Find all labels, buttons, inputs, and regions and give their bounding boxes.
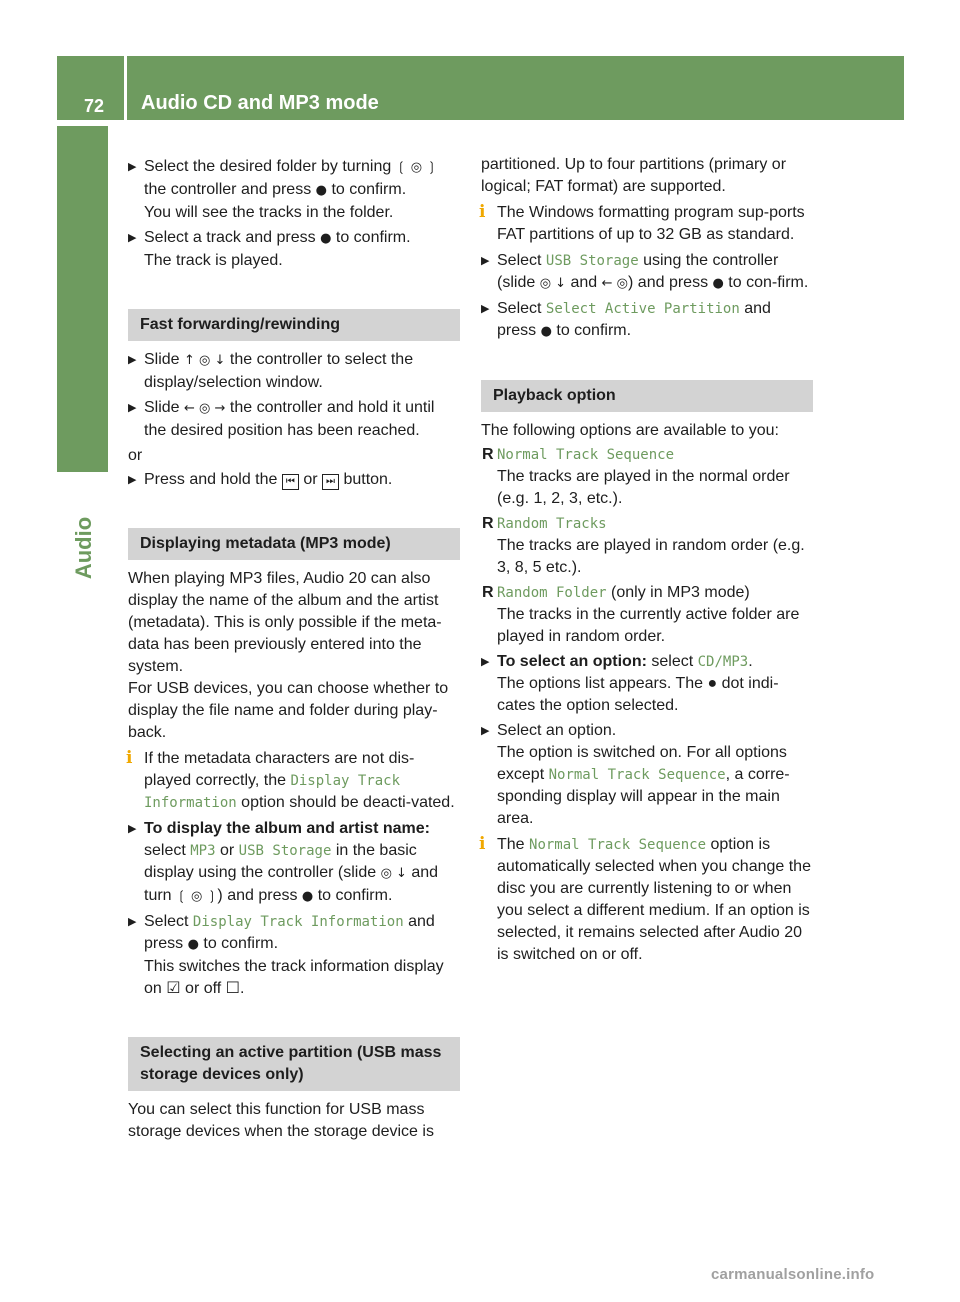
press-controller-icon: ●: [320, 231, 332, 246]
skip-back-button-icon: ⏮: [282, 474, 299, 490]
section-heading-playback: Playback option: [481, 380, 813, 412]
options-intro: The following options are available to you:: [481, 422, 779, 439]
left-column: [128, 154, 460, 1143]
bullet-icon: R: [482, 515, 494, 532]
footer-watermark: carmanualsonline.info: [711, 1266, 875, 1283]
option-random-tracks: R Random Tracks The tracks are played in random order (e.g. 3, 8, 5 etc.).: [482, 515, 805, 576]
press-controller-icon: ●: [187, 937, 199, 952]
step-arrow-icon: ▶: [128, 354, 137, 366]
slide-down-icon: ◎ ↓: [380, 866, 407, 881]
step-select-display-track: ▶ Select Display Track Information and press ● to confirm. This switches the track information display on ☑ or off ☐.: [128, 913, 444, 997]
step-select-an-option: ▶ Select an option. The option is switched on. For all options except Normal Track Sequence, a corre-sponding display will appear in the main area.: [481, 722, 790, 827]
rotate-controller-icon: ❲ ◎ ❳: [395, 160, 438, 175]
step-arrow-icon: ▶: [128, 916, 137, 928]
step-arrow-icon: ▶: [128, 161, 137, 173]
step-arrow-icon: ▶: [128, 823, 137, 835]
info-icon: i: [479, 834, 486, 854]
step-arrow-icon: ▶: [128, 474, 137, 486]
press-controller-icon: ●: [712, 276, 724, 291]
partition-paragraph: You can select this function for USB mass storage devices when the storage device is: [128, 1101, 434, 1140]
metadata-paragraph: When playing MP3 files, Audio 20 can also display the name of the album and the artist (metadata). This is only possible if the meta-data has been previously entered into the system.: [128, 570, 442, 675]
checkbox-checked-icon: ☑: [166, 980, 181, 997]
option-random-folder: R Random Folder (only in MP3 mode) The tracks in the currently active folder are played in random order.: [482, 584, 800, 645]
page-number: 72: [84, 96, 105, 116]
section-heading-partition: Selecting an active partition (USB mass storage devices only): [128, 1037, 460, 1091]
step-arrow-icon: ▶: [481, 255, 490, 267]
slide-left-icon: ← ◎: [601, 276, 629, 291]
step-arrow-icon: ▶: [481, 725, 490, 737]
step-arrow-icon: ▶: [481, 303, 490, 315]
step-slide-horizontal: ▶ Slide ← ◎ → the controller and hold it until the desired position has been reached.: [128, 399, 435, 439]
step-press-hold: ▶ Press and hold the ⏮ or ⏭ button.: [128, 469, 460, 491]
rotate-controller-icon: ❲ ◎ ❳: [176, 889, 218, 904]
step-select-active-partition: ▶ Select Select Active Partition and press ● to confirm.: [481, 300, 771, 339]
page-title: Audio CD and MP3 mode: [141, 92, 379, 114]
step-select-track: ▶ Select a track and press ● to confirm. The track is played.: [128, 229, 411, 269]
step-select-folder: ▶ Select the desired folder by turning ❲ ◎ ❳ the controller and press ● to confirm. You will see the tracks in the folder.: [128, 158, 438, 221]
info-icon: i: [126, 748, 133, 768]
usb-paragraph: For USB devices, you can choose whether to display the file name and folder during play-back.: [128, 680, 449, 741]
skip-forward-button-icon: ⏭: [322, 474, 339, 490]
right-column: [481, 154, 813, 970]
press-controller-icon: ●: [540, 324, 552, 339]
slide-horizontal-icon: ← ◎ →: [184, 401, 226, 416]
info-note-normal-sequence: i The Normal Track Sequence option is automatically selected when you change the disc you are currently listening to or when you select a different medium. If an option is selected, it remains selected after Audio 20 is switched on or off.: [479, 834, 811, 963]
or-text: or: [128, 447, 143, 464]
slide-down-icon: ◎ ↓: [539, 276, 567, 291]
step-select-option-cdmp3: ▶ To select an option: select CD/MP3. The options list appears. The ● dot indi-cates the option selected.: [481, 653, 779, 714]
bullet-icon: R: [482, 584, 494, 601]
bullet-icon: R: [482, 446, 494, 463]
info-icon: i: [479, 202, 486, 222]
step-arrow-icon: ▶: [481, 656, 490, 668]
side-tab: [57, 126, 108, 472]
dot-icon: ●: [707, 675, 718, 692]
side-tab-label: Audio: [71, 516, 96, 580]
info-note-windows: i The Windows formatting program sup-ports FAT partitions of up to 32 GB as standard.: [479, 202, 805, 243]
step-arrow-icon: ▶: [128, 402, 137, 414]
section-heading-metadata: Displaying metadata (MP3 mode): [128, 528, 460, 560]
press-controller-icon: ●: [315, 183, 327, 198]
slide-vertical-icon: ↑ ◎ ↓: [184, 353, 226, 368]
info-note-metadata: i If the metadata characters are not dis-played correctly, the Display Track Information option should be deacti-vated.: [126, 748, 455, 811]
checkbox-empty-icon: ☐: [225, 980, 240, 997]
press-controller-icon: ●: [301, 889, 314, 904]
section-heading-fast-forwarding: Fast forwarding/rewinding: [128, 309, 460, 341]
step-arrow-icon: ▶: [128, 232, 137, 244]
option-normal-track: R Normal Track Sequence The tracks are played in the normal order (e.g. 1, 2, 3, etc.).: [482, 446, 790, 507]
step-select-usb-storage: ▶ Select USB Storage using the controller (slide ◎ ↓ and ← ◎) and press ● to con-firm.: [481, 252, 809, 291]
header-separator: [124, 56, 127, 120]
step-slide-vertical: ▶ Slide ↑ ◎ ↓ the controller to select the display/selection window.: [128, 351, 414, 391]
partition-continued-paragraph: partitioned. Up to four partitions (primary or logical; FAT format) are supported.: [481, 156, 787, 195]
step-display-album: ▶ To display the album and artist name: select MP3 or USB Storage in the basic display using the controller (slide ◎ ↓ and turn ❲ ◎ ❳) and press ● to confirm.: [128, 820, 439, 904]
